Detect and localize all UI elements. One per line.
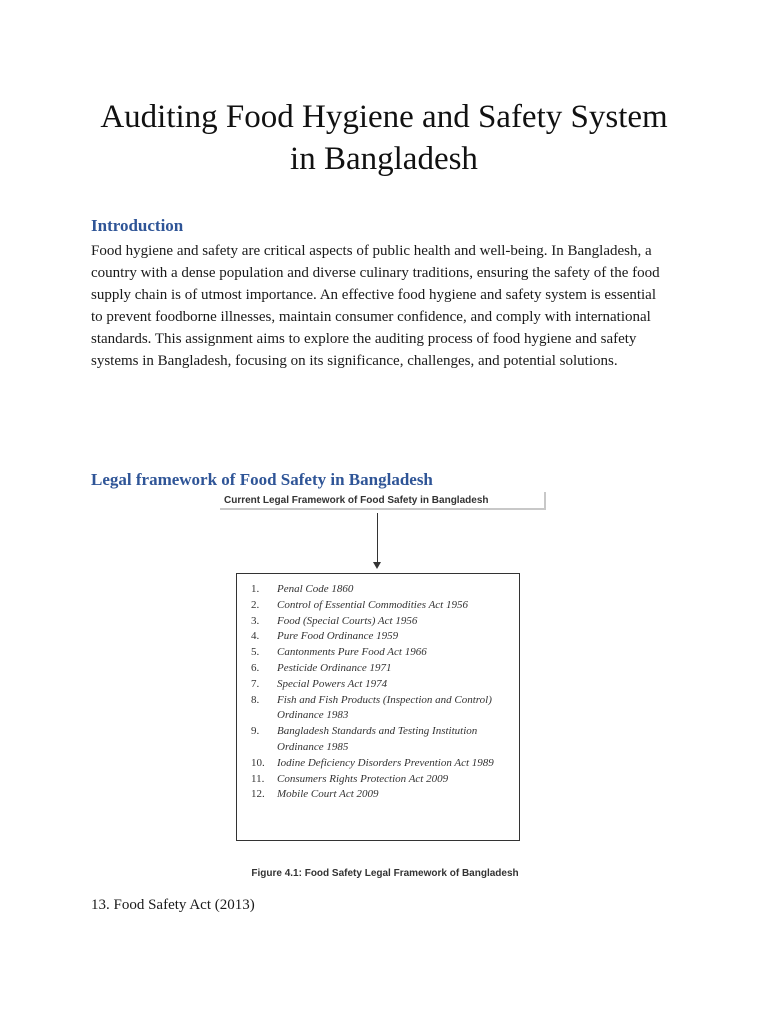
law-item-number: 3. — [251, 614, 260, 627]
law-item-number: 2. — [251, 598, 260, 611]
law-item-text: Pesticide Ordinance 1971 — [277, 661, 392, 674]
document-title — [40, 96, 728, 180]
law-list-item — [251, 629, 507, 645]
law-item-text: Consumers Rights Protection Act 2009 — [277, 772, 449, 785]
law-item-number: 12. — [251, 788, 265, 801]
law-item-text: Mobile Court Act 2009 — [277, 788, 379, 801]
figure-list-box — [236, 573, 520, 841]
law-item-text: Control of Essential Commodities Act 1956 — [277, 598, 468, 611]
law-item-number: 10. — [251, 756, 265, 769]
law-list-item — [251, 645, 507, 661]
law-item-text: Penal Code 1860 — [277, 583, 354, 595]
law-item-number: 1. — [251, 583, 260, 595]
law-item-number: 11. — [251, 772, 265, 785]
law-item-text: Iodine Deficiency Disorders Prevention Act 1989 — [277, 756, 494, 769]
introduction-heading: Introduction — [91, 216, 184, 235]
figure-header-box: Current Legal Framework of Food Safety in Bangladesh — [220, 492, 546, 510]
introduction-paragraph: Food hygiene and safety are critical aspects of public health and well-being. In Bangladesh, a country with a dense population and diverse culinary traditions, ensuring the safety of the food supply chain is of utmost importance. An effective food hygiene and safety system is essential to prevent foodborne illnesses, maintain consumer confidence, and comply with international standards. This assignment aims to explore the auditing process of food hygiene and safety systems in Bangladesh, focusing on its significance, challenges, and potential solutions. — [91, 243, 660, 369]
law-list-item — [251, 677, 507, 693]
law-item-number: 9. — [251, 725, 260, 738]
figure-caption: Figure 4.1: Food Safety Legal Framework of Bangladesh — [251, 868, 519, 879]
legal-framework-heading: Legal framework of Food Safety in Bangladesh — [91, 470, 433, 489]
law-item-text: Special Powers Act 1974 — [277, 677, 388, 690]
law-item-text: Food (Special Courts) Act 1956 — [277, 614, 418, 627]
law-list-item — [251, 661, 507, 677]
law-item-text: Fish and Fish Products (Inspection and Control) Ordinance 1983 — [277, 693, 492, 722]
document-title-line-2: in Bangladesh — [290, 141, 478, 177]
law-item-number: 7. — [251, 677, 260, 690]
law-list-item — [251, 598, 507, 614]
law-list-item — [251, 772, 507, 788]
document-title-line-1: Auditing Food Hygiene and Safety System — [100, 99, 668, 135]
law-item-number: 5. — [251, 646, 260, 659]
law-item-text: Cantonments Pure Food Act 1966 — [277, 646, 427, 659]
law-item-number: 8. — [251, 693, 260, 706]
law-item-text: Pure Food Ordinance 1959 — [277, 630, 399, 643]
law-item-number: 6. — [251, 661, 260, 674]
arrow-down-icon — [373, 562, 381, 569]
law-list-item — [251, 582, 507, 598]
law-list-item — [251, 693, 507, 725]
figure-arrow-line — [377, 513, 378, 563]
legal-framework-figure — [210, 487, 560, 887]
law-item-number: 4. — [251, 630, 260, 643]
law-list-item — [251, 614, 507, 630]
law-list-item — [251, 787, 507, 803]
law-list — [251, 582, 507, 803]
law-list-item — [251, 724, 507, 756]
law-list-item — [251, 756, 507, 772]
food-safety-act-item: 13. Food Safety Act (2013) — [91, 897, 255, 913]
law-item-text: Bangladesh Standards and Testing Institution Ordinance 1985 — [277, 725, 478, 753]
